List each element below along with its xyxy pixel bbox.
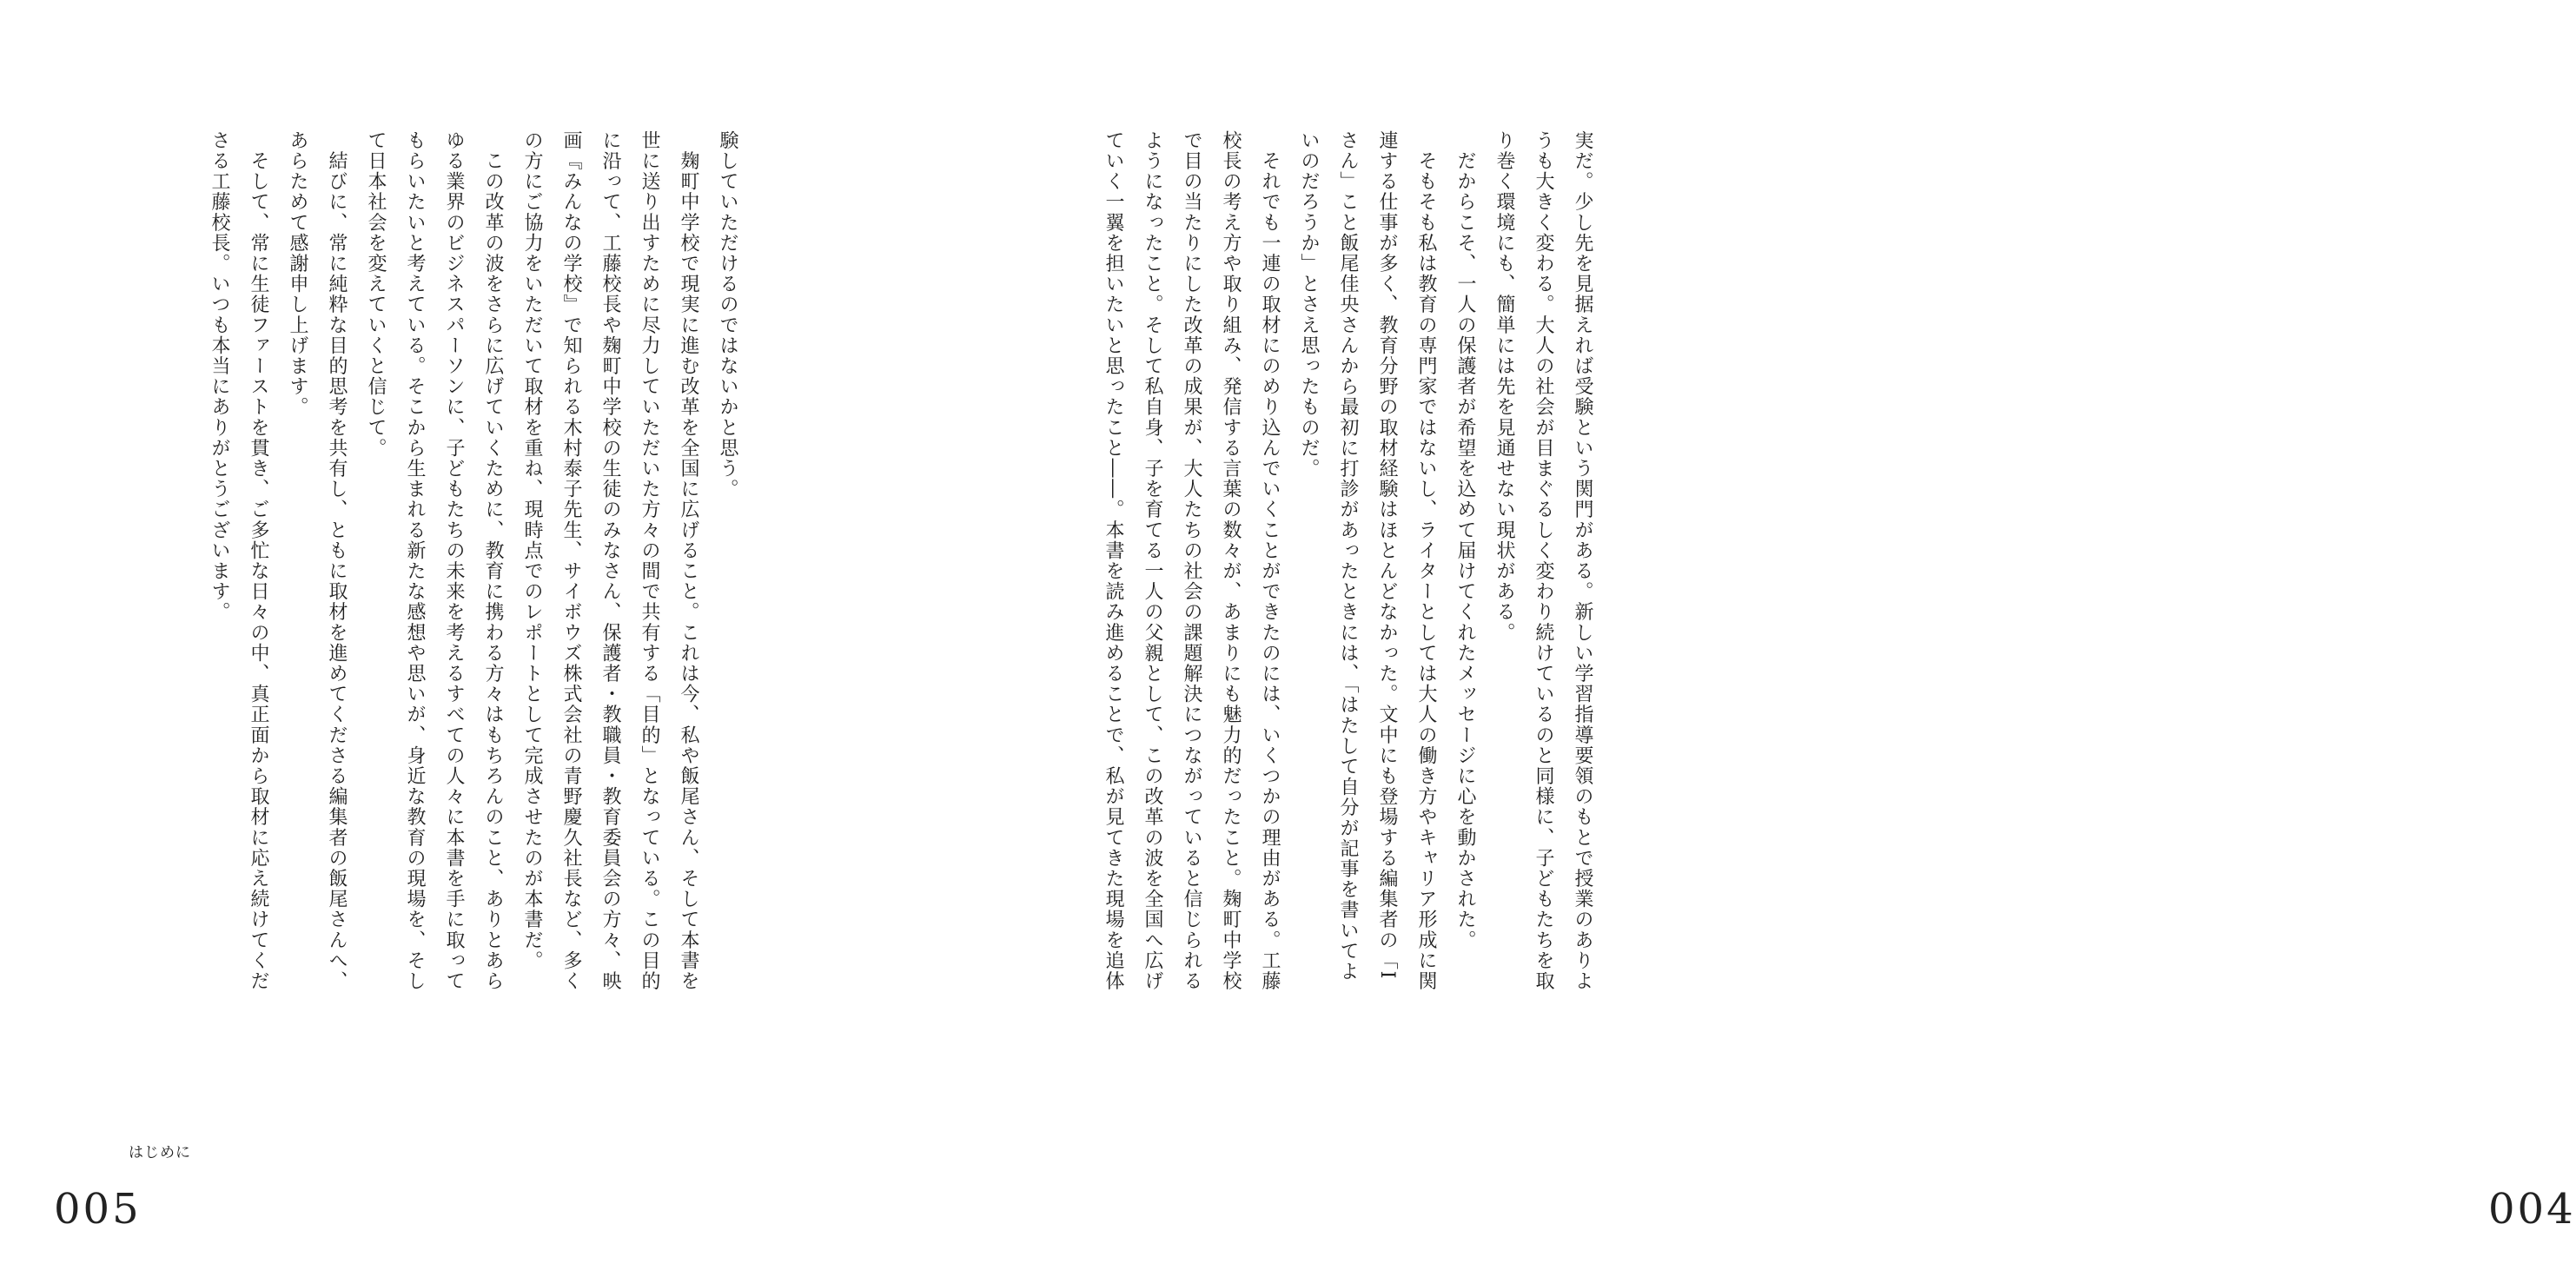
body-line: さん」こと飯尾佳央さんから最初に打診があったときには、「はたして自分が記事を書いてよ xyxy=(1337,130,1359,983)
body-line: さる工藤校長。いつも本当にありがとうございます。 xyxy=(209,130,230,623)
page-number-right: 004 xyxy=(2488,1185,2576,1234)
body-line: 校長の考え方や取り組み、発信する言葉の数々が、あまりにも魅力的だったこと。麹町中学校 xyxy=(1220,130,1242,992)
page-number-left: 005 xyxy=(54,1185,142,1234)
body-line: ゆる業界のビジネスパーソンに、子どもたちの未来を考えるすべての人々に本書を手に取って xyxy=(443,130,465,992)
body-line: 麹町中学校で現実に進む改革を全国に広げること。これは今、私や飯尾さん、そして本書を xyxy=(678,130,699,992)
body-line: 験していただけるのではないかと思う。 xyxy=(717,130,738,500)
left-page-body xyxy=(122,130,747,1086)
left-page xyxy=(0,0,869,1277)
body-line: いのだろうか」とさえ思ったものだ。 xyxy=(1298,130,1320,480)
body-line: 連する仕事が多く、教育分野の取材経験はほとんどなかった。文中にも登場する編集者の「I xyxy=(1376,130,1398,980)
body-line: この改革の波をさらに広げていくために、教育に携わる方々はもちろんのこと、ありとあら xyxy=(482,130,504,992)
section-label: はじめに xyxy=(129,1144,191,1161)
body-line: で目の当たりにした改革の成果が、大人たちの社会の課題解決につながっていると信じられる xyxy=(1181,130,1202,992)
body-line: ていく一翼を担いたいと思ったこと――。本書を読み進めることで、私が見てきた現場を追体 xyxy=(1103,130,1124,992)
body-line: だからこそ、一人の保護者が希望を込めて届けてくれたメッセージに心を動かされた。 xyxy=(1454,130,1476,950)
body-line: 画『みんなの学校』で知られる木村泰子先生、サイボウズ株式会社の青野慶久社長など、多く xyxy=(560,130,582,992)
right-page-body xyxy=(1046,130,1602,1086)
body-line: そもそも私は教育の専門家ではないし、ライターとしては大人の働き方やキャリア形成に関 xyxy=(1415,130,1437,992)
body-line: り巻く環境にも、簡単には先を見通せない現状がある。 xyxy=(1493,130,1515,643)
body-line: 結びに、常に純粋な目的思考を共有し、ともに取材を進めてくださる編集者の飯尾さんへ、 xyxy=(326,130,348,992)
body-line: 世に送り出すために尽力していただいた方々の間で共有する「目的」となっている。この目的 xyxy=(639,130,660,992)
body-line: て日本社会を変えていくと信じて。 xyxy=(365,130,387,459)
body-line: 実だ。少し先を見据えれば受験という関門がある。新しい学習指導要領のもとで授業のありよ xyxy=(1572,130,1593,992)
body-line: そして、常に生徒ファーストを貫き、ご多忙な日々の中、真正面から取材に応え続けてくだ xyxy=(248,130,269,992)
body-line: もらいたいと考えている。そこから生まれる新たな感想や思いが、身近な教育の現場を、そし xyxy=(404,130,426,992)
body-line: ようになったこと。そして私自身、子を育てる一人の父親として、この改革の波を全国へ広げ xyxy=(1142,130,1163,992)
body-line: に沿って、工藤校長や麹町中学校の生徒のみなさん、保護者・教職員・教育委員会の方々、映 xyxy=(599,130,621,992)
body-line: うも大きく変わる。大人の社会が目まぐるしく変わり続けているのと同様に、子どもたちを取 xyxy=(1533,130,1554,992)
right-page xyxy=(869,0,2576,1277)
body-line: の方にご協力をいただいて取材を重ね、現時点でのレポートとして完成させたのが本書だ。 xyxy=(521,130,543,971)
body-line: あらためて感謝申し上げます。 xyxy=(287,130,308,418)
body-line: それでも一連の取材にのめり込んでいくことができたのには、いくつかの理由がある。工藤 xyxy=(1259,130,1281,992)
